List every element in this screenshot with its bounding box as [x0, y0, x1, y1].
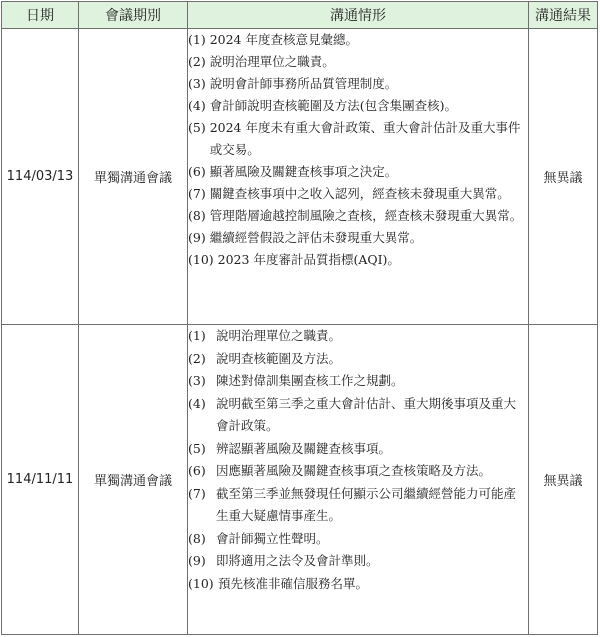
- item-number: (9): [188, 230, 206, 245]
- row-content: [188, 29, 529, 325]
- header-meeting-type: 會議期別: [79, 2, 188, 29]
- row-date: 114/03/13: [2, 29, 79, 325]
- item-text: 2023 年度審計品質指標(AQI)。: [217, 252, 400, 267]
- list-item: [188, 161, 528, 183]
- item-text: 會計師說明查核範圍及方法(包含集團查核)。: [209, 98, 457, 113]
- item-number: (6): [188, 463, 206, 478]
- list-item: [188, 117, 528, 161]
- table-row: [2, 29, 598, 325]
- header-row: [2, 2, 598, 29]
- item-number: (7): [188, 186, 206, 201]
- list-item: [188, 348, 528, 371]
- item-number: (10): [188, 252, 214, 267]
- item-number: (2): [188, 54, 206, 69]
- communication-table: [1, 1, 598, 635]
- row-meeting-type: 單獨溝通會議: [79, 29, 188, 325]
- row-date: 114/11/11: [2, 325, 79, 635]
- item-number: (10): [188, 575, 214, 591]
- list-item: [188, 550, 528, 573]
- row-content: [188, 325, 529, 635]
- item-text: 管理階層逾越控制風險之查核，經查核未發現重大異常。: [209, 208, 523, 223]
- row-result: 無異議: [529, 325, 598, 635]
- list-item: [188, 249, 528, 271]
- item-number: (7): [188, 485, 206, 501]
- list-item: [188, 528, 528, 551]
- item-number: (8): [188, 530, 206, 546]
- list-item: [188, 205, 528, 227]
- item-text: 說明查核範圍及方法。: [216, 350, 342, 366]
- item-number: (2): [188, 350, 206, 366]
- item-number: (3): [188, 76, 206, 91]
- item-text: 顯著風險及關鍵查核事項之決定。: [209, 164, 398, 179]
- item-text: 2024 年度未有重大會計政策、重大會計估計及重大事件或交易。: [209, 120, 521, 157]
- list-item: [188, 483, 528, 528]
- list-item: [188, 438, 528, 461]
- item-text: 因應顯著風險及關鍵查核事項之查核策略及方法。: [216, 463, 492, 478]
- list-item: [188, 183, 528, 205]
- header-result: 溝通結果: [529, 2, 598, 29]
- row-result: 無異議: [529, 29, 598, 325]
- item-text: 說明會計師事務所品質管理制度。: [209, 76, 398, 91]
- item-text: 說明截至第三季之重大會計估計、重大期後事項及重大會計政策。: [216, 395, 517, 433]
- list-item: [188, 393, 528, 438]
- list-item: [188, 51, 528, 73]
- item-number: (1): [188, 328, 206, 343]
- item-text: 即將適用之法令及會計準則。: [216, 553, 379, 568]
- list-item: [188, 460, 528, 483]
- item-text: 截至第三季並無發現任何顯示公司繼續經營能力可能產生重大疑慮情事產生。: [216, 485, 517, 523]
- item-text: 2024 年度查核意見彙總。: [209, 32, 358, 47]
- header-date: 日期: [2, 2, 79, 29]
- item-text: 預先核准非確信服務名單。: [218, 575, 369, 591]
- header-content: 溝通情形: [188, 2, 529, 29]
- item-text: 會計師獨立性聲明。: [216, 530, 329, 546]
- item-number: (4): [188, 395, 206, 411]
- list-item: [188, 95, 528, 117]
- list-item: [188, 29, 528, 51]
- item-number: (3): [188, 373, 206, 388]
- item-text: 說明治理單位之職責。: [216, 328, 342, 343]
- item-number: (5): [188, 120, 206, 135]
- item-number: (4): [188, 98, 206, 113]
- item-number: (1): [188, 32, 206, 47]
- item-number: (5): [188, 440, 206, 456]
- list-item: [188, 573, 528, 596]
- item-text: 繼續經營假設之評估未發現重大異常。: [209, 230, 423, 245]
- table-row: [2, 325, 598, 635]
- list-item: [188, 325, 528, 348]
- list-item: [188, 73, 528, 95]
- item-text: 陳述對偉訓集團查核工作之規劃。: [216, 373, 404, 388]
- item-number: (8): [188, 208, 206, 223]
- item-number: (9): [188, 553, 206, 568]
- row-meeting-type: 單獨溝通會議: [79, 325, 188, 635]
- item-number: (6): [188, 164, 206, 179]
- item-text: 說明治理單位之職責。: [209, 54, 335, 69]
- item-text: 關鍵查核事項中之收入認列，經查核未發現重大異常。: [209, 186, 510, 201]
- list-item: [188, 227, 528, 249]
- item-text: 辨認顯著風險及關鍵查核事項。: [216, 440, 392, 456]
- list-item: [188, 370, 528, 393]
